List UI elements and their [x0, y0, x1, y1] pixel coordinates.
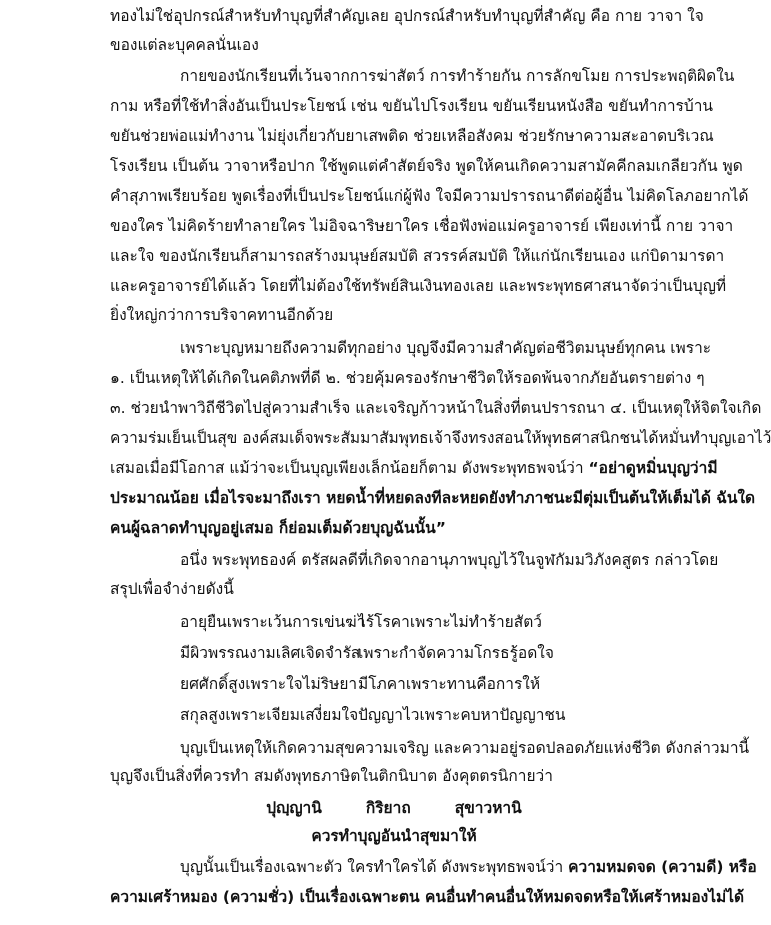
pali-verse [110, 798, 678, 818]
pali-word-2: กิริยาถ [365, 799, 411, 817]
paragraph-2-line-9: ยิ่งใหญ่กว่าการบริจาคทานอีกด้วย [110, 306, 334, 324]
paragraph-3-line-5-text: เสมอเมื่อมีโอกาส แม้ว่าจะเป็นบุญเพียงเล็กน้อยก็ตาม ดังพระพุทธพจน์ว่า [110, 459, 589, 477]
verse-2-right: เพราะกำจัดความโกรธรู้อดใจ [358, 644, 554, 662]
paragraph-2-line-1: กายของนักเรียนที่เว้นจากการฆ่าสัตว์ การทำร้ายกัน การลักขโมย การประพฤติผิดใน [180, 67, 735, 85]
paragraph-5-line-2: บุญจึงเป็นสิ่งที่ควรทำ สมดังพุทธภาษิตในติกนิบาต อังคุตตรนิกายว่า [110, 767, 553, 785]
paragraph-3-line-2: ๑. เป็นเหตุให้ได้เกิดในคติภพที่ดี ๒. ช่วยคุ้มครองรักษาชีวิตให้รอดพ้นจากภัยอันตรายต่าง ๆ [110, 369, 705, 387]
paragraph-3-line-5 [110, 458, 718, 478]
paragraph-4-line-2: สรุปเพื่อจำง่ายดังนี้ [110, 580, 234, 598]
paragraph-2-line-7: และใจ ของนักเรียนก็สามารถสร้างมนุษย์สมบัติ สวรรค์สมบัติ ให้แก่นักเรียนเอง แก่บิดามารดา [110, 247, 725, 265]
paragraph-6-line-1 [180, 857, 757, 877]
paragraph-5-line-1: บุญเป็นเหตุให้เกิดความสุขความเจริญ และความอยู่รอดปลอดภัยแห่งชีวิต ดังกล่าวมานี้ [180, 739, 750, 757]
quote-start: “อย่าดูหมิ่นบุญว่ามี [588, 459, 718, 477]
paragraph-2-line-6: ของใคร ไม่คิดร้ายทำลายใคร ไม่อิจฉาริษยาใคร เชื่อฟังพ่อแม่ครูอาจารย์ เพียงเท่านี้ กาย วาจา [110, 217, 734, 235]
paragraph-2-line-4: โรงเรียน เป็นต้น วาจาหรือปาก ใช้พูดแต่คำสัตย์จริง พูดให้คนเกิดความสามัคคีกลมเกลียวกัน พูด [110, 157, 743, 175]
quote-line-2: คนผู้ฉลาดทำบุญอยู่เสมอ ก็ย่อมเต็มด้วยบุญฉันนั้น” [110, 519, 446, 537]
paragraph-6-line-1-text: บุญนั้นเป็นเรื่องเฉพาะตัว ใครทำใครได้ ดังพระพุทธพจน์ว่า [180, 858, 569, 876]
paragraph-2-line-3: ขยันช่วยพ่อแม่ทำงาน ไม่ยุ่งเกี่ยวกับยาเสพติด ช่วยเหลือสังคม ช่วยรักษาความสะอาดบริเวณ [110, 127, 714, 145]
paragraph-2-line-5: คำสุภาพเรียบร้อย พูดเรื่องที่เป็นประโยชน์แก่ผู้ฟัง ใจมีความปรารถนาดีต่อผู้อื่น ไม่คิดโลภอยากได้ [110, 187, 749, 205]
paragraph-6-line-2: ความเศร้าหมอง (ความชั่ว) เป็นเรื่องเฉพาะตน คนอื่นทำคนอื่นให้หมดจดหรือให้เศร้าหมองไม่ได้ [110, 888, 745, 906]
paragraph-2-line-8: และครูอาจารย์ได้แล้ว โดยที่ไม่ต้องใช้ทรัพย์สินเงินทองเลย และพระพุทธศาสนาจัดว่าเป็นบุญที่ [110, 277, 727, 295]
paragraph-1-line-1: ทองไม่ใช่อุปกรณ์สำหรับทำบุญที่สำคัญเลย อุปกรณ์สำหรับทำบุญที่สำคัญ คือ กาย วาจา ใจ [110, 7, 704, 25]
pali-word-1: ปุญฺญานิ [266, 799, 322, 817]
paragraph-1-line-2: ของแต่ละบุคคลนั่นเอง [110, 36, 259, 54]
verse-3-right: มีโภคาเพราะทานคือการให้ [358, 675, 541, 693]
paragraph-6-line-1-bold: ความหมดจด (ความดี) หรือ [568, 858, 757, 876]
pali-translation: ควรทำบุญอันนำสุขมาให้ [311, 827, 477, 845]
pali-word-3: สุขาวหานิ [454, 799, 522, 817]
verse-1-left: อายุยืนเพราะเว้นการเข่นฆ่า [180, 613, 366, 631]
verse-3-left: ยศศักดิ์สูงเพราะใจไม่ริษยา [180, 675, 358, 693]
paragraph-3-line-1: เพราะบุญหมายถึงความดีทุกอย่าง บุญจึงมีความสำคัญต่อชีวิตมนุษย์ทุกคน เพราะ [180, 339, 712, 357]
paragraph-3-line-3: ๓. ช่วยนำพาวิถีชีวิตไปสู่ความสำเร็จ และเจริญก้าวหน้าในสิ่งที่ตนปรารถนา ๔. เป็นเหตุให้จิตใจเกิด [110, 399, 762, 417]
quote-line-1: ประมาณน้อย เมื่อไรจะมาถึงเรา หยดน้ำที่หยดลงทีละหยดยังทำภาชนะมีตุ่มเป็นต้นให้เต็มได้ ฉันใด [110, 489, 756, 507]
verse-2-left: มีผิวพรรณงามเลิศเจิดจำรัส [180, 644, 361, 662]
verse-1-right: ไร้โรคาเพราะไม่ทำร้ายสัตว์ [358, 613, 542, 631]
verse-4-right: ปัญญาไวเพราะคบหาปัญญาชน [358, 706, 566, 724]
paragraph-3-line-4: ความร่มเย็นเป็นสุข องค์สมเด็จพระสัมมาสัมพุทธเจ้าจึงทรงสอนให้พุทธศาสนิกชนได้หมั่นทำบุญเอาไว้ [110, 429, 771, 447]
verse-4-left: สกุลสูงเพราะเจียมเสงี่ยมใจ [180, 706, 359, 724]
paragraph-4-line-1: อนึ่ง พระพุทธองค์ ตรัสผลดีที่เกิดจากอานุภาพบุญไว้ในจูฬกัมมวิภังคสูตร กล่าวโดย [180, 551, 719, 569]
paragraph-2-line-2: กาม หรือที่ใช้ทำสิ่งอันเป็นประโยชน์ เช่น ขยันไปโรงเรียน ขยันเรียนหนังสือ ขยันทำการบ้าน [110, 97, 714, 115]
